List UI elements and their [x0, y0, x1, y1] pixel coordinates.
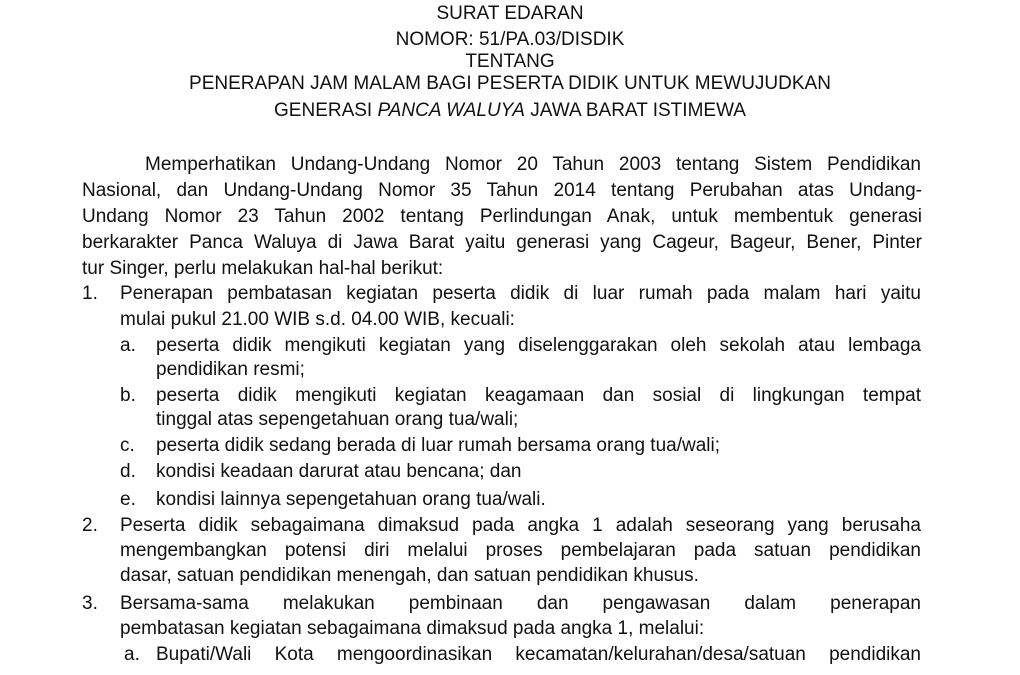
item-number: 1.	[82, 283, 98, 304]
title-text-italic: PANCA WALUYA	[377, 100, 525, 121]
subitem-letter: a.	[120, 335, 136, 356]
document-about-label: TENTANG	[465, 51, 555, 72]
document-title-line-2	[0, 100, 1020, 122]
item-line: dasar, satuan pendidikan menengah, dan satuan pendidikan khusus.	[120, 565, 699, 586]
subitem-letter: b.	[120, 385, 136, 406]
subitem-line: pendidikan resmi;	[156, 359, 305, 380]
subitem-line: kondisi keadaan darurat atau bencana; dan	[156, 461, 522, 482]
item-number: 2.	[82, 515, 98, 536]
subitem-letter: d.	[120, 461, 136, 482]
item-line: Bersama-sama melakukan pembinaan dan pengawasan dalam penerapan	[120, 593, 921, 614]
subitem-letter: a.	[124, 644, 140, 665]
intro-line: Memperhatikan Undang-Undang Nomor 20 Tahun 2003 tentang Sistem Pendidikan	[145, 154, 921, 175]
item-line: mulai pukul 21.00 WIB s.d. 04.00 WIB, kecuali:	[120, 309, 515, 330]
intro-line: Undang Nomor 23 Tahun 2002 tentang Perlindungan Anak, untuk membentuk generasi	[82, 206, 922, 227]
document-number: NOMOR: 51/PA.03/DISDIK	[395, 29, 625, 50]
item-line: mengembangkan potensi diri melalui proses pembelajaran pada satuan pendidikan	[120, 540, 921, 561]
subitem-line: peserta didik sedang berada di luar rumah bersama orang tua/wali;	[156, 435, 720, 456]
intro-line: berkarakter Panca Waluya di Jawa Barat yaitu generasi yang Cageur, Bageur, Bener, Pinter	[82, 232, 922, 253]
subitem-line: Bupati/Wali Kota mengoordinasikan kecamatan/kelurahan/desa/satuan pendidikan	[156, 644, 921, 665]
item-line: Peserta didik sebagaimana dimaksud pada angka 1 adalah seseorang yang berusaha	[120, 515, 921, 536]
item-line: Penerapan pembatasan kegiatan peserta didik di luar rumah pada malam hari yaitu	[120, 283, 921, 304]
subitem-line: peserta didik mengikuti kegiatan keagamaan dan sosial di lingkungan tempat	[156, 385, 921, 406]
title-text-pre: GENERASI	[274, 100, 378, 121]
title-text-post: JAWA BARAT ISTIMEWA	[524, 100, 746, 121]
subitem-line: kondisi lainnya sepengetahuan orang tua/wali.	[156, 489, 546, 510]
intro-line: tur Singer, perlu melakukan hal-hal berikut:	[82, 258, 444, 279]
subitem-letter: e.	[120, 489, 136, 510]
document-type: SURAT EDARAN	[436, 3, 584, 24]
intro-line: Nasional, dan Undang-Undang Nomor 35 Tahun 2014 tentang Perubahan atas Undang-	[82, 180, 922, 201]
document-title-line-1: PENERAPAN JAM MALAM BAGI PESERTA DIDIK UNTUK MEWUJUDKAN	[189, 73, 831, 94]
subitem-line: peserta didik mengikuti kegiatan yang diselenggarakan oleh sekolah atau lembaga	[156, 335, 921, 356]
subitem-line: tinggal atas sepengetahuan orang tua/wali;	[156, 409, 519, 430]
item-number: 3.	[82, 593, 98, 614]
item-line: pembatasan kegiatan sebagaimana dimaksud pada angka 1, melalui:	[120, 618, 705, 639]
subitem-letter: c.	[120, 435, 135, 456]
